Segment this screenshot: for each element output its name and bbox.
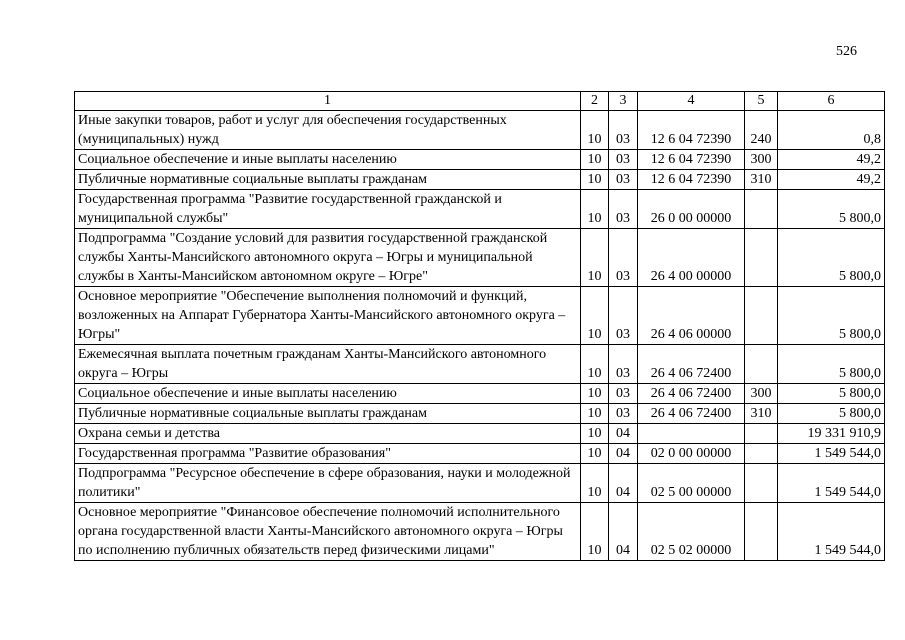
row-name-cell: Подпрограмма "Создание условий для развития государственной гражданской службы Ханты-Мансийского автономного округа – Югры и муниципальной службы в Ханты-Мансийском автономном округе – Югре" [75, 229, 581, 287]
row-expense-type-cell [745, 424, 778, 444]
row-subsection-cell: 03 [609, 190, 638, 229]
table-row [75, 424, 885, 444]
header-cell: 3 [609, 92, 638, 111]
row-name-cell: Подпрограмма "Ресурсное обеспечение в сфере образования, науки и молодежной политики" [75, 464, 581, 503]
row-section-cell: 10 [581, 190, 609, 229]
row-expense-type-cell [745, 444, 778, 464]
row-subsection-cell: 03 [609, 384, 638, 404]
row-amount-cell: 5 800,0 [778, 345, 885, 384]
header-cell: 4 [638, 92, 745, 111]
row-amount-cell: 5 800,0 [778, 190, 885, 229]
row-subsection-cell: 04 [609, 503, 638, 561]
row-target-article-cell: 26 0 00 00000 [638, 190, 745, 229]
row-target-article-cell: 26 4 06 72400 [638, 404, 745, 424]
row-subsection-cell: 03 [609, 170, 638, 190]
table-body [75, 92, 885, 561]
row-name-cell: Ежемесячная выплата почетным гражданам Ханты-Мансийского автономного округа – Югры [75, 345, 581, 384]
row-target-article-cell: 02 0 00 00000 [638, 444, 745, 464]
header-cell: 6 [778, 92, 885, 111]
row-name-cell: Социальное обеспечение и иные выплаты населению [75, 384, 581, 404]
table-row [75, 464, 885, 503]
row-amount-cell: 5 800,0 [778, 229, 885, 287]
page-number: 526 [836, 44, 857, 59]
row-amount-cell: 49,2 [778, 150, 885, 170]
row-name-cell: Основное мероприятие "Обеспечение выполнения полномочий и функций, возложенных на Аппарат Губернатора Ханты-Мансийского автономного округа – Югры" [75, 287, 581, 345]
table-row [75, 190, 885, 229]
row-amount-cell: 19 331 910,9 [778, 424, 885, 444]
header-cell: 5 [745, 92, 778, 111]
row-subsection-cell: 03 [609, 150, 638, 170]
row-target-article-cell: 02 5 00 00000 [638, 464, 745, 503]
table-row [75, 503, 885, 561]
row-expense-type-cell [745, 464, 778, 503]
row-subsection-cell: 03 [609, 229, 638, 287]
row-expense-type-cell: 310 [745, 170, 778, 190]
row-subsection-cell: 03 [609, 345, 638, 384]
row-target-article-cell: 26 4 00 00000 [638, 229, 745, 287]
row-section-cell: 10 [581, 503, 609, 561]
row-section-cell: 10 [581, 170, 609, 190]
table-row [75, 287, 885, 345]
header-cell: 2 [581, 92, 609, 111]
row-section-cell: 10 [581, 345, 609, 384]
row-subsection-cell: 03 [609, 287, 638, 345]
row-amount-cell: 1 549 544,0 [778, 503, 885, 561]
row-section-cell: 10 [581, 464, 609, 503]
row-target-article-cell [638, 424, 745, 444]
row-name-cell: Государственная программа "Развитие государственной гражданской и муниципальной службы" [75, 190, 581, 229]
row-amount-cell: 5 800,0 [778, 287, 885, 345]
row-expense-type-cell: 240 [745, 111, 778, 150]
header-cell: 1 [75, 92, 581, 111]
table-row [75, 229, 885, 287]
row-section-cell: 10 [581, 229, 609, 287]
row-section-cell: 10 [581, 444, 609, 464]
row-amount-cell: 1 549 544,0 [778, 464, 885, 503]
row-name-cell: Социальное обеспечение и иные выплаты населению [75, 150, 581, 170]
row-target-article-cell: 12 6 04 72390 [638, 111, 745, 150]
row-subsection-cell: 04 [609, 444, 638, 464]
table-row [75, 111, 885, 150]
row-name-cell: Государственная программа "Развитие образования" [75, 444, 581, 464]
table-row [75, 384, 885, 404]
budget-table [74, 91, 885, 561]
row-expense-type-cell [745, 190, 778, 229]
row-subsection-cell: 04 [609, 464, 638, 503]
row-section-cell: 10 [581, 287, 609, 345]
row-subsection-cell: 03 [609, 404, 638, 424]
row-target-article-cell: 12 6 04 72390 [638, 150, 745, 170]
table-row [75, 170, 885, 190]
row-target-article-cell: 12 6 04 72390 [638, 170, 745, 190]
table-row [75, 404, 885, 424]
row-target-article-cell: 26 4 06 72400 [638, 384, 745, 404]
row-expense-type-cell: 300 [745, 384, 778, 404]
row-name-cell: Публичные нормативные социальные выплаты гражданам [75, 404, 581, 424]
row-amount-cell: 49,2 [778, 170, 885, 190]
row-section-cell: 10 [581, 111, 609, 150]
row-amount-cell: 0,8 [778, 111, 885, 150]
row-subsection-cell: 03 [609, 111, 638, 150]
row-amount-cell: 5 800,0 [778, 404, 885, 424]
row-expense-type-cell [745, 287, 778, 345]
row-expense-type-cell [745, 229, 778, 287]
table-row [75, 150, 885, 170]
row-name-cell: Охрана семьи и детства [75, 424, 581, 444]
row-amount-cell: 5 800,0 [778, 384, 885, 404]
row-expense-type-cell: 310 [745, 404, 778, 424]
row-target-article-cell: 26 4 06 00000 [638, 287, 745, 345]
table-row [75, 444, 885, 464]
row-section-cell: 10 [581, 424, 609, 444]
row-amount-cell: 1 549 544,0 [778, 444, 885, 464]
row-expense-type-cell: 300 [745, 150, 778, 170]
table-row [75, 345, 885, 384]
row-section-cell: 10 [581, 384, 609, 404]
row-expense-type-cell [745, 345, 778, 384]
table-header-row [75, 92, 885, 111]
row-section-cell: 10 [581, 150, 609, 170]
row-expense-type-cell [745, 503, 778, 561]
row-section-cell: 10 [581, 404, 609, 424]
row-name-cell: Публичные нормативные социальные выплаты гражданам [75, 170, 581, 190]
row-name-cell: Основное мероприятие "Финансовое обеспечение полномочий исполнительного органа государственной власти Ханты-Мансийского автономного округа – Югры по исполнению публичных обязательств перед физическими лицами" [75, 503, 581, 561]
row-name-cell: Иные закупки товаров, работ и услуг для обеспечения государственных (муниципальных) нужд [75, 111, 581, 150]
row-subsection-cell: 04 [609, 424, 638, 444]
row-target-article-cell: 02 5 02 00000 [638, 503, 745, 561]
row-target-article-cell: 26 4 06 72400 [638, 345, 745, 384]
